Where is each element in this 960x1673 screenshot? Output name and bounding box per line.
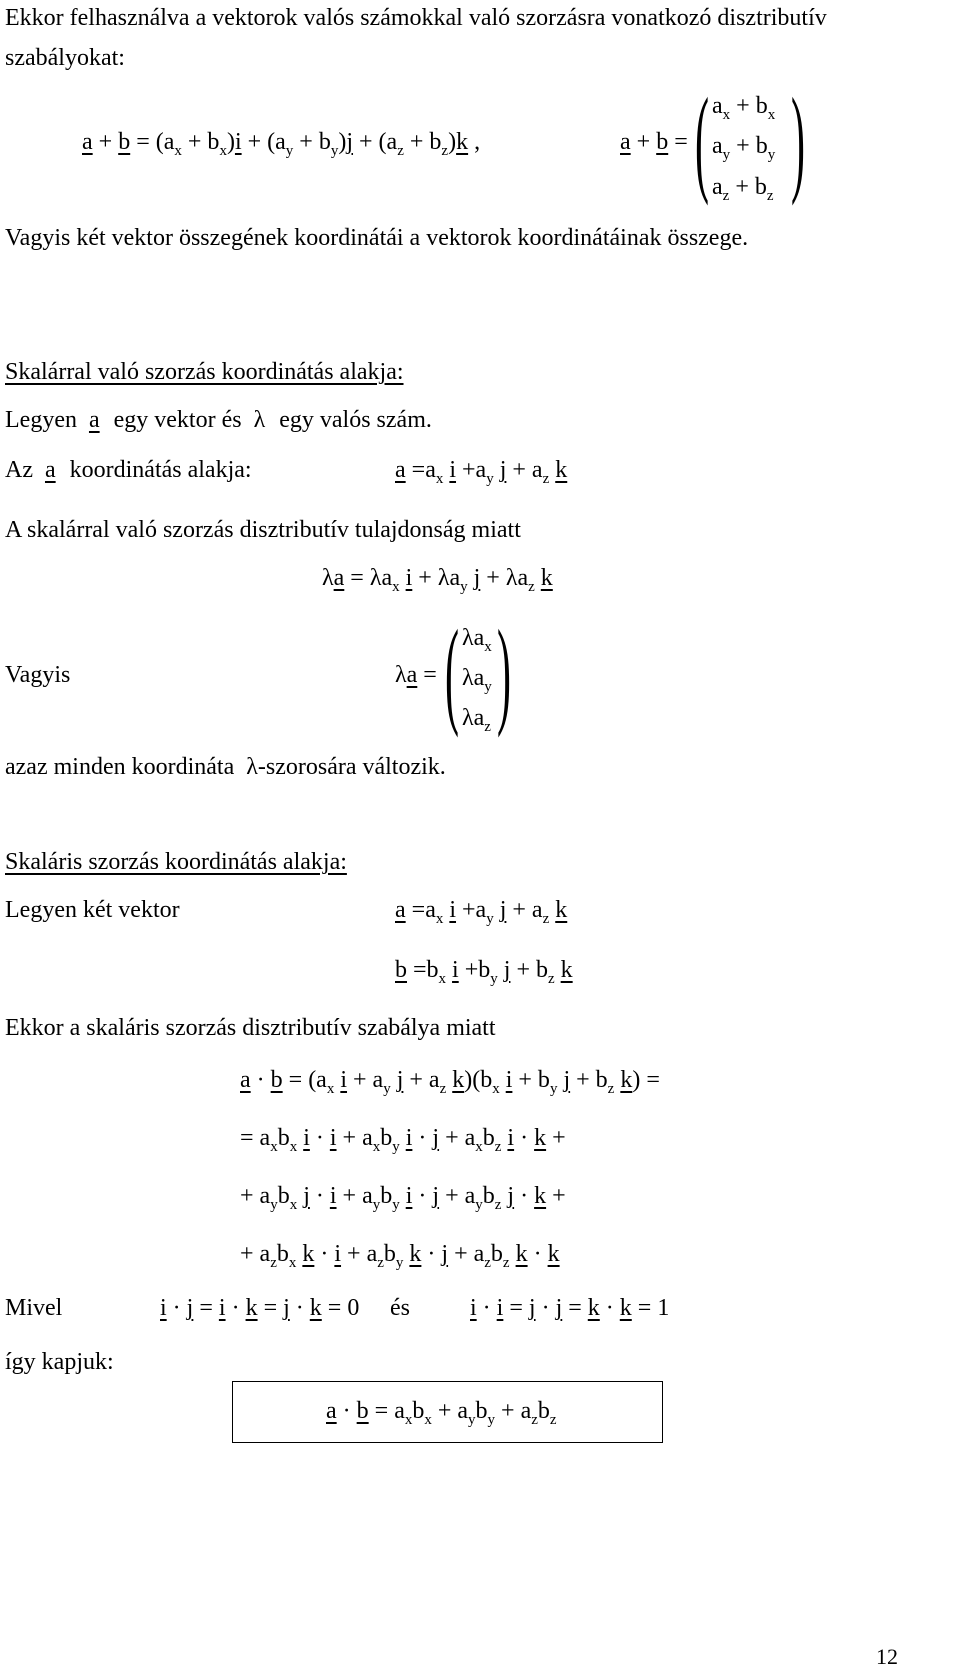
orthogonality-formula: i · j = i · k = j · k = 0 <box>160 1295 360 1321</box>
right-paren: ) <box>496 605 511 738</box>
intro-line-2: szabályokat: <box>5 45 125 71</box>
az-suffix: koordinátás alakja: <box>69 457 252 483</box>
let-prefix: Legyen <box>5 407 77 433</box>
left-paren: ( <box>694 73 709 206</box>
vagyis-label: Vagyis <box>5 662 71 688</box>
vector-b-coordinates: $b =b_x$ $i +b_y$ $j + b_z$ k <box>395 957 573 987</box>
lambda-symbol: λ <box>246 754 258 780</box>
dot-heading: Skaláris szorzás koordinátás alakja: <box>5 849 347 875</box>
let-suffix: egy valós szám. <box>279 407 432 433</box>
vector-a: a <box>88 407 100 433</box>
sum-conclusion: Vagyis két vektor összegének koordinátái a vektorok koordinátáinak összege. <box>5 225 749 251</box>
dot-expansion-line-2: = $a_xb_x$ $i \cdot i + a_xb_y$ $i \cdot j + a_xb_z$ i · k + <box>240 1125 566 1155</box>
scalar-let-line <box>5 408 432 432</box>
es-label: és <box>390 1295 410 1321</box>
right-paren: ) <box>790 73 805 206</box>
dot-expansion-line-4: + $a_zb_x$ $k \cdot i + a_zb_y$ $k \cdot j + a_zb_z$ k · k <box>240 1241 560 1271</box>
dot-expansion-line-3: + $a_yb_x$ $j \cdot i + a_yb_y$ $i \cdot j + a_yb_z$ j · k + <box>240 1183 566 1213</box>
az-line <box>5 458 252 482</box>
mivel-label: Mivel <box>5 1295 63 1321</box>
lambda-a-row-formula: $\lambda a = \lambda a_x$ $i + \lambda a_y$ $j + \lambda a_z$ k <box>322 565 553 595</box>
dot-let-line: Legyen két vektor <box>5 897 180 923</box>
dot-expansion-line-1: $a \cdot b = (a_x$ $i + a_y$ $j + a_z$ $k)(b_x$ $i + b_y$ $j + b_z$ k) = <box>240 1067 660 1097</box>
az-prefix: Az <box>5 457 33 483</box>
lambda-symbol: λ <box>253 407 266 433</box>
left-paren: ( <box>444 605 459 738</box>
igy-label: így kapjuk: <box>5 1349 114 1375</box>
vector-a-coordinates: $a =a_x$ $i +a_y$ $j + a_z$ k <box>395 897 568 927</box>
lambda-a-column-lhs: λa = <box>395 662 437 688</box>
azaz-prefix: azaz minden koordináta <box>5 754 235 780</box>
distributive-line: A skalárral való szorzás disztributív tulajdonság miatt <box>5 517 521 543</box>
let-mid: egy vektor és <box>113 407 242 433</box>
sum-formula-column-lhs: a + b = <box>620 129 688 155</box>
page-number: 12 <box>876 1644 898 1669</box>
azaz-line <box>5 755 446 779</box>
dot-distributive-line: Ekkor a skaláris szorzás disztributív szabálya miatt <box>5 1015 496 1041</box>
intro-line-1: Ekkor felhasználva a vektorok valós számokkal való szorzásra vonatkozó disztributív <box>5 5 827 31</box>
scalar-heading: Skalárral való szorzás koordinátás alakja: <box>5 359 404 385</box>
azaz-suffix: -szorosára változik. <box>257 754 446 780</box>
vector-a: a <box>44 457 56 483</box>
unit-length-formula: i · i = j · j = k · k = 1 <box>470 1295 670 1321</box>
vector-a-coordinate-form: $a =a_x$ $i +a_y$ $j + a_z$ k <box>395 457 568 487</box>
sum-formula-row: $a + b = (a_x + b_x)i + (a_y + b_y)j + (a_z + b_z)k$ , <box>82 129 481 159</box>
dot-product-result: $a \cdot b = a_xb_x + a_yb_y + a_zb_z$ <box>326 1398 557 1428</box>
